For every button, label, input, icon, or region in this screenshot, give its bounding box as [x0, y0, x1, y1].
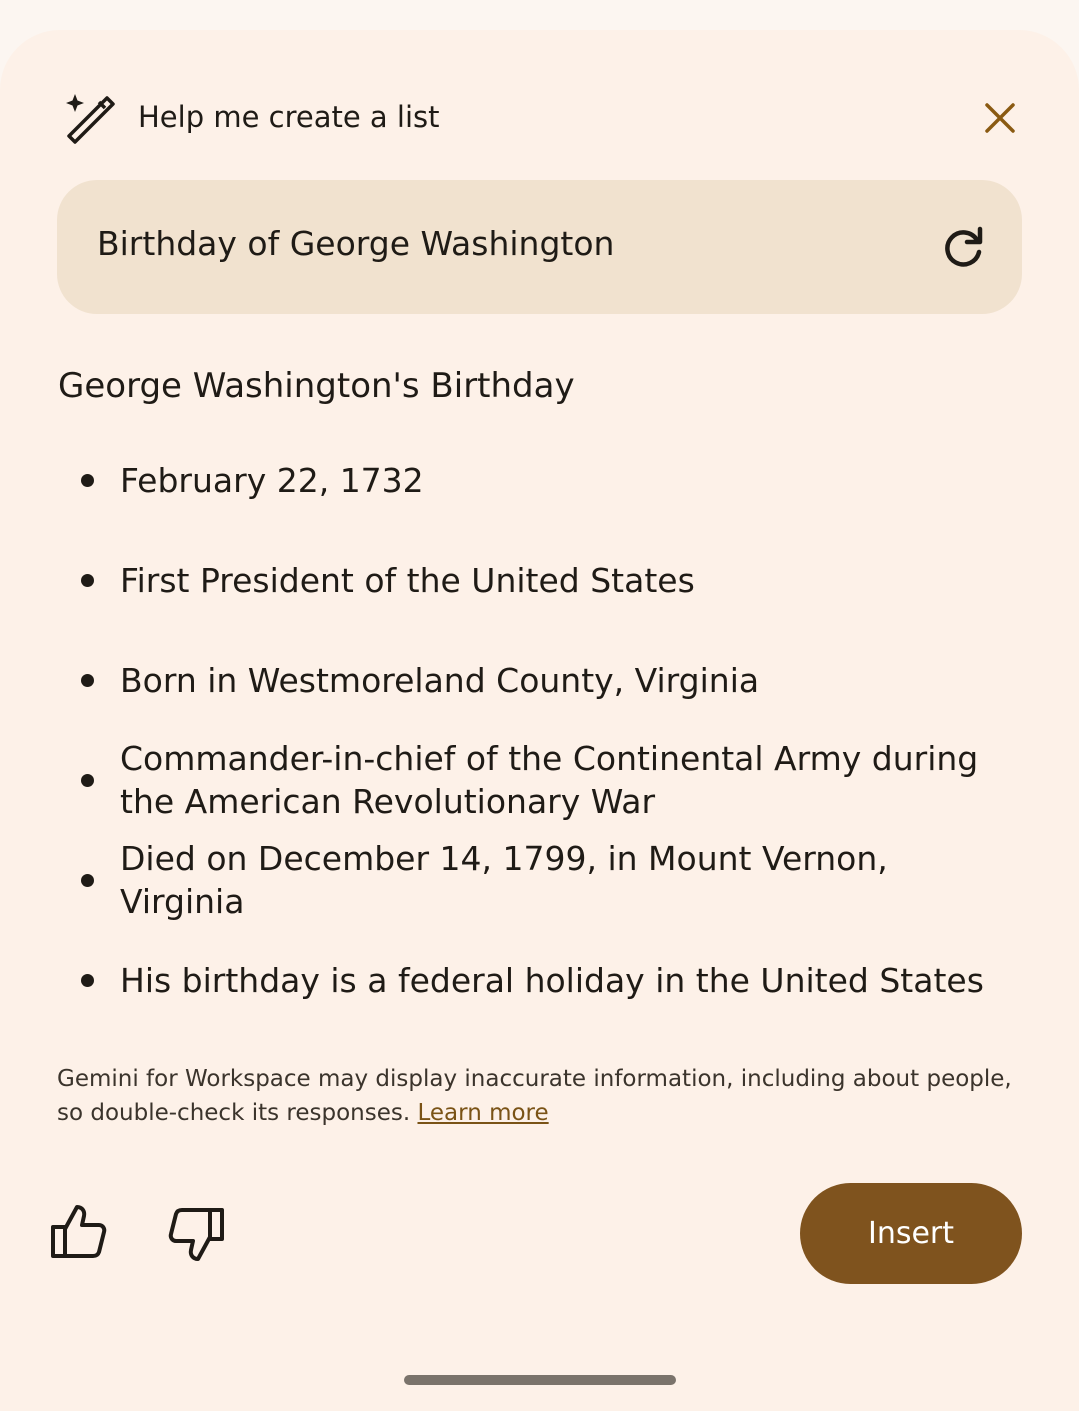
bullet-dot [81, 874, 94, 887]
learn-more-link[interactable]: Learn more [417, 1100, 549, 1126]
list-item-text: Commander-in-chief of the Continental Army during the American Revolutionary War [120, 739, 979, 821]
bottom-sheet [0, 30, 1079, 1411]
magic-wand-icon [58, 90, 116, 144]
close-button[interactable] [978, 96, 1022, 140]
list-item-text: First President of the United States [120, 560, 695, 600]
list-item-text: His birthday is a federal holiday in the United States [120, 960, 984, 1000]
list-item [58, 730, 1018, 830]
list-item [58, 530, 1018, 630]
bullet-dot [81, 474, 94, 487]
list-item [58, 430, 1018, 530]
result-list [58, 430, 1018, 1030]
bullet-dot [81, 774, 94, 787]
header [58, 90, 1022, 150]
list-item-text: Died on December 14, 1799, in Mount Vernon, Virginia [120, 839, 888, 921]
disclaimer [57, 1062, 1022, 1130]
bullet-dot [81, 974, 94, 987]
home-indicator[interactable] [404, 1375, 676, 1385]
prompt-text: Birthday of George Washington [97, 224, 615, 263]
thumbs-up-button[interactable] [46, 1200, 110, 1264]
thumbs-down-icon [168, 1205, 226, 1263]
list-item [58, 930, 1018, 1030]
header-title: Help me create a list [138, 100, 440, 134]
refresh-button[interactable] [935, 220, 991, 276]
thumbs-up-icon [49, 1203, 107, 1261]
close-icon [984, 102, 1016, 134]
disclaimer-text: Gemini for Workspace may display inaccurate information, including about people, so double-check its responses. [57, 1066, 1012, 1126]
thumbs-down-button[interactable] [165, 1202, 229, 1266]
result-title: George Washington's Birthday [58, 366, 575, 406]
list-item-text: Born in Westmoreland County, Virginia [120, 660, 760, 700]
list-item [58, 630, 1018, 730]
bullet-dot [81, 574, 94, 587]
insert-button[interactable]: Insert [800, 1183, 1022, 1284]
list-item-text: February 22, 1732 [120, 460, 424, 500]
prompt-box[interactable] [57, 180, 1022, 314]
bullet-dot [81, 674, 94, 687]
list-item [58, 830, 1018, 930]
refresh-icon [941, 226, 985, 270]
